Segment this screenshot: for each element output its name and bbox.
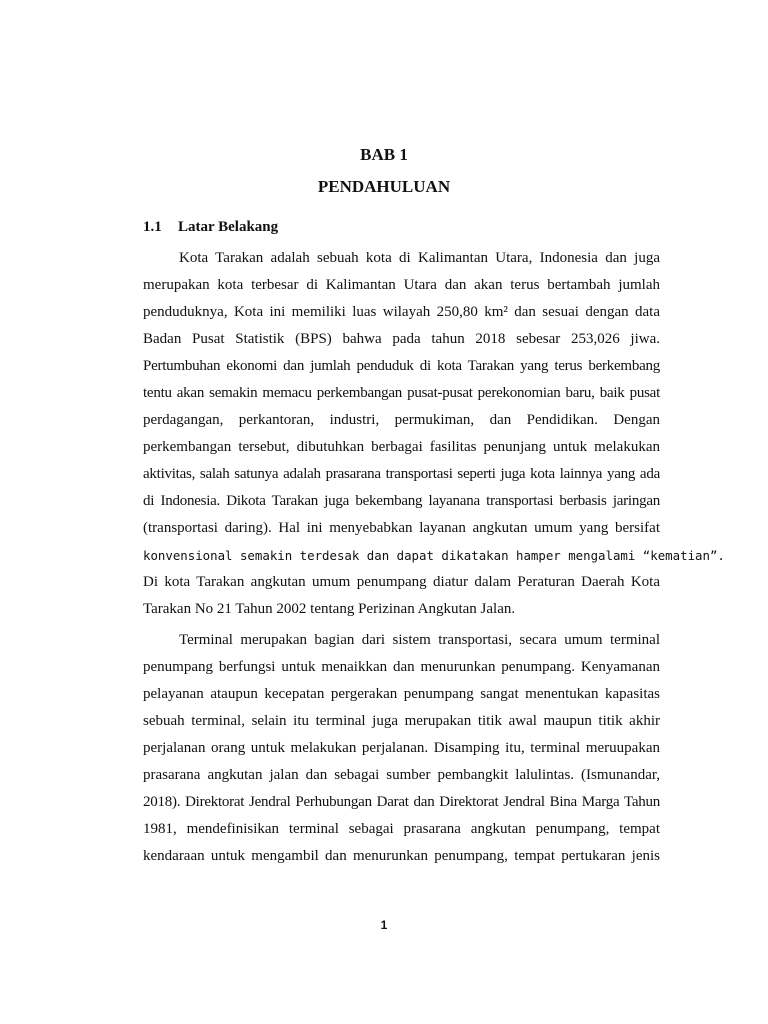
text-line: Kota Tarakan adalah sebuah kota di Kalimantan Utara, Indonesia dan juga [179,250,660,266]
text-line: prasarana angkutan jalan dan sebagai sumber pembangkit lalulintas. (Ismunandar, [143,767,660,783]
text-line: 2018). Direktorat Jendral Perhubungan Darat dan Direktorat Jendral Bina Marga Tahun [143,794,660,810]
chapter-number: BAB 1 [360,145,408,164]
text-line: perkembangan tersebut, dibutuhkan berbagai fasilitas penunjang untuk melakukan [143,439,660,455]
text-line: Di kota Tarakan angkutan umum penumpang diatur dalam Peraturan Daerah Kota [143,574,660,590]
section-title: Latar Belakang [178,219,279,235]
text-line: (transportasi daring). Hal ini menyebabkan layanan angkutan umum yang bersifat [143,520,660,536]
text-line: merupakan kota terbesar di Kalimantan Utara dan akan terus bertambah jumlah [143,277,660,293]
text-line: konvensional semakin terdesak dan dapat dikatakan hamper mengalami “kematian”. [143,548,725,563]
paragraph-background [143,245,725,623]
page-number: 1 [380,918,388,932]
text-line: Badan Pusat Statistik (BPS) bahwa pada tahun 2018 sebesar 253,026 jiwa. [143,331,660,347]
text-line: pelayanan ataupun kecepatan pergerakan penumpang sangat menentukan kapasitas [143,686,660,702]
text-line: 1981, mendefinisikan terminal sebagai prasarana angkutan penumpang, tempat [143,821,660,837]
text-line: Terminal merupakan bagian dari sistem transportasi, secara umum terminal [179,632,660,648]
text-line: Tarakan No 21 Tahun 2002 tentang Perizinan Angkutan Jalan. [143,601,516,617]
text-line: kendaraan untuk mengambil dan menurunkan penumpang, tempat pertukaran jenis [143,848,660,864]
text-line: perdagangan, perkantoran, industri, permukiman, dan Pendidikan. Dengan [143,412,660,428]
text-line: tentu akan semakin memacu perkembangan pusat-pusat perekonomian baru, baik pusat [143,385,660,401]
text-line: perjalanan orang untuk melakukan perjalanan. Disamping itu, terminal meruupakan [143,740,660,756]
text-line: aktivitas, salah satunya adalah prasarana transportasi seperti juga kota lainnya yang ada [143,466,660,482]
chapter-title: PENDAHULUAN [317,177,451,196]
text-line: penduduknya, Kota ini memiliki luas wilayah 250,80 km² dan sesuai dengan data [143,304,660,320]
text-line: Pertumbuhan ekonomi dan jumlah penduduk di kota Tarakan yang terus berkembang [143,358,660,374]
text-line: sebuah terminal, selain itu terminal juga merupakan titik awal maupun titik akhir [143,713,660,729]
text-line: penumpang berfungsi untuk menaikkan dan menurunkan penumpang. Kenyamanan [143,659,660,675]
section-number: 1.1 [143,219,162,235]
paragraph-terminal [143,627,660,870]
text-line: di Indonesia. Dikota Tarakan juga bekembang layanana transportasi berbasis jaringan [143,493,660,509]
section-heading [143,219,278,236]
